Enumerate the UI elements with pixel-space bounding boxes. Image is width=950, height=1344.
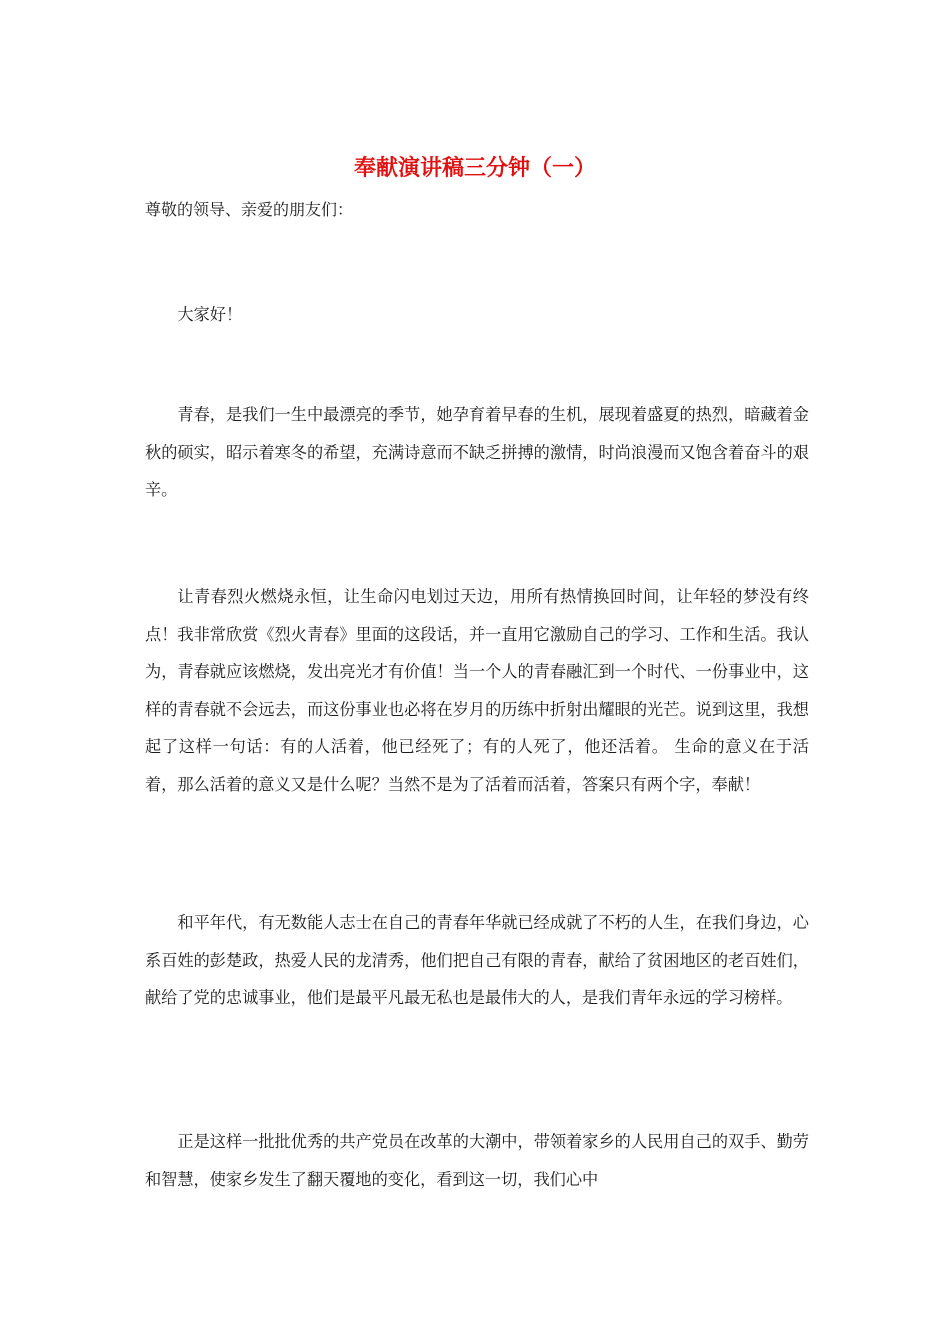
salutation: 尊敬的领导、亲爱的朋友们： [145, 200, 354, 219]
body-paragraph-2: 让青春烈火燃烧永恒，让生命闪电划过天边，用所有热情换回时间，让年轻的梦没有终点！我非常欣赏《烈火青春》里面的这段话，并一直用它激励自己的学习、工作和生活。我认为，青春就应该燃烧，发出亮光才有价值！当一个人的青春融汇到一个时代、一份事业中，这样的青春就不会远去，而这份事业也必将在岁月的历练中折射出耀眼的光芒。说到这里，我想起了这样一句话：有的人活着，他已经死了；有的人死了，他还活着。 生命的意义在于活着，那么活着的意义又是什么呢？当然不是为了活着而活着，答案只有两个字，奉献！ [145, 587, 809, 794]
body-paragraph-1: 青春，是我们一生中最漂亮的季节，她孕育着早春的生机，展现着盛夏的热烈，暗藏着金秋的硕实，昭示着寒冬的希望，充满诗意而不缺乏拼搏的激情，时尚浪漫而又饱含着奋斗的艰辛。 [145, 405, 809, 499]
greeting-paragraph: 大家好！ [177, 305, 243, 324]
body-paragraph-3: 和平年代，有无数能人志士在自己的青春年华就已经成就了不朽的人生，在我们身边，心系百姓的彭楚政，热爱人民的龙清秀，他们把自己有限的青春，献给了贫困地区的老百姓们，献给了党的忠诚事业，他们是最平凡最无私也是最伟大的人，是我们青年永远的学习榜样。 [145, 913, 809, 1007]
body-paragraph-4: 正是这样一批批优秀的共产党员在改革的大潮中，带领着家乡的人民用自己的双手、勤劳和智慧，使家乡发生了翻天覆地的变化，看到这一切，我们心中 [145, 1132, 809, 1189]
document-title: 奉献演讲稿三分钟（一） [353, 155, 596, 181]
